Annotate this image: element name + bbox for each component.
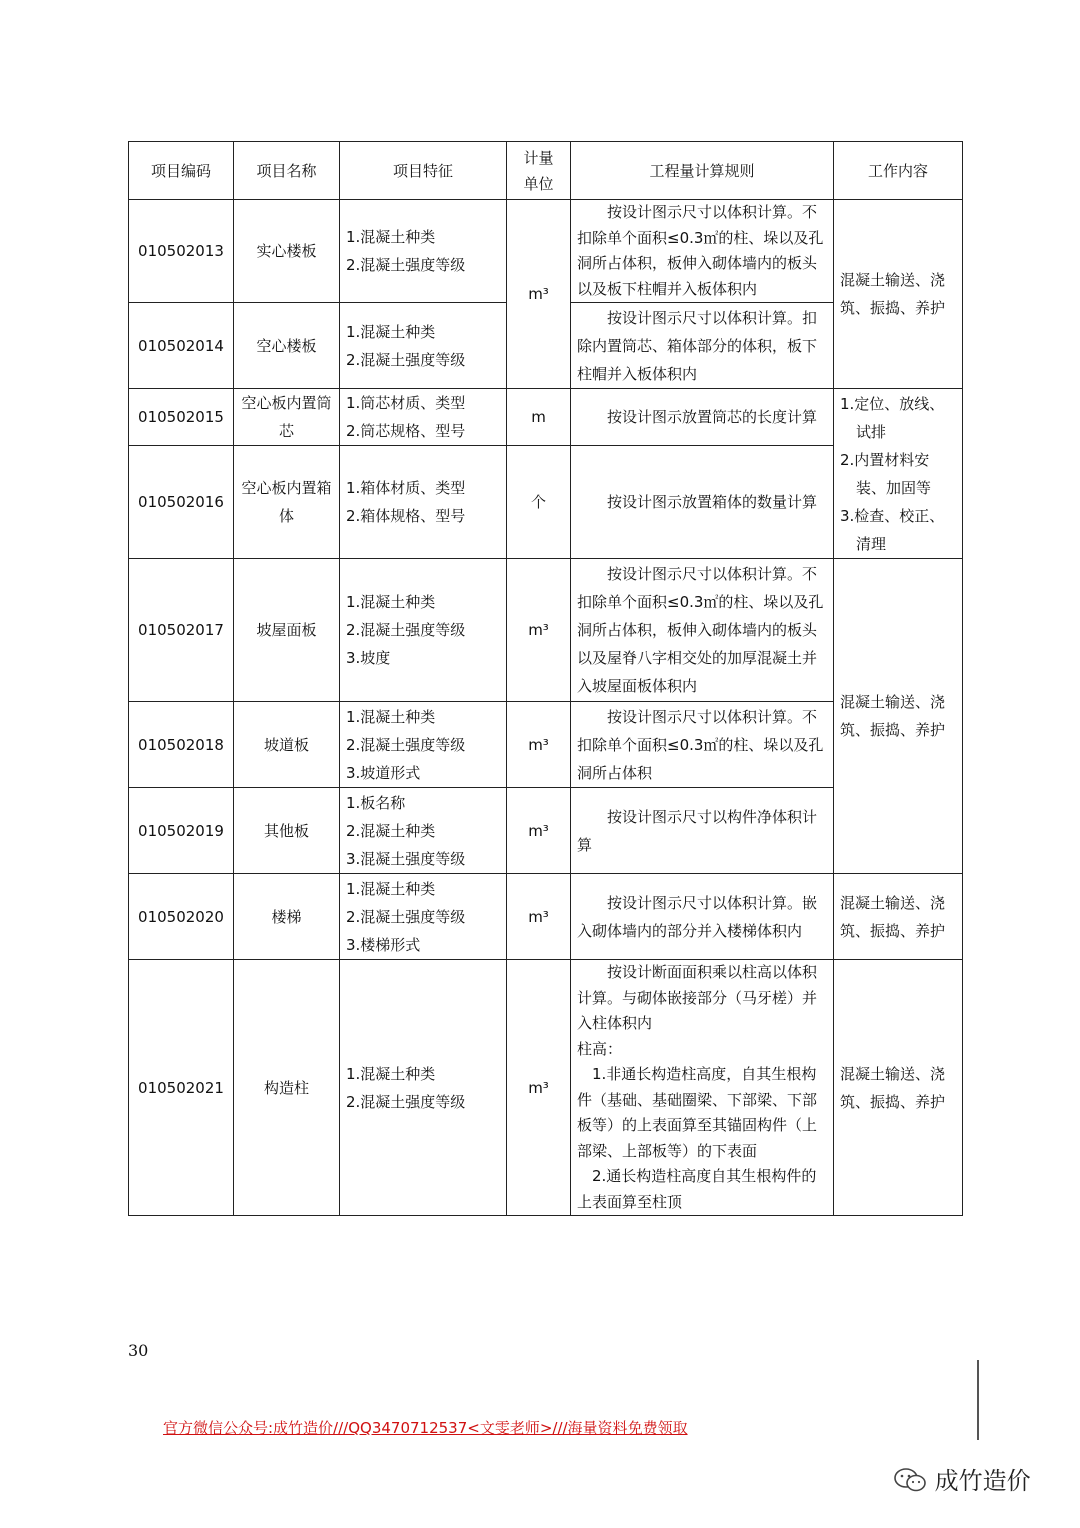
spec-table xyxy=(128,141,963,1216)
item-unit: m³ xyxy=(507,559,571,702)
table-row xyxy=(129,559,963,702)
item-rule: 按设计图示尺寸以构件净体积计算 xyxy=(571,788,834,874)
item-unit: m³ xyxy=(507,874,571,960)
table-row xyxy=(129,389,963,446)
item-work: 混凝土输送、浇筑、振捣、养护 xyxy=(834,200,963,389)
promo-link[interactable]: 官方微信公众号:成竹造价///QQ3470712537<文雯老师>///海量资料免费领取 xyxy=(163,1419,688,1437)
item-work: 混凝土输送、浇筑、振捣、养护 xyxy=(834,874,963,960)
item-code: 010502019 xyxy=(129,788,234,874)
item-unit: m³ xyxy=(507,702,571,788)
item-rule: 按设计图示放置筒芯的长度计算 xyxy=(571,389,834,446)
item-features: 1.混凝土种类 2.混凝土强度等级 xyxy=(340,303,507,389)
item-features: 1.混凝土种类 2.混凝土强度等级 xyxy=(340,200,507,303)
item-code: 010502018 xyxy=(129,702,234,788)
header-code: 项目编码 xyxy=(129,142,234,200)
item-name: 实心楼板 xyxy=(234,200,340,303)
item-code: 010502013 xyxy=(129,200,234,303)
item-code: 010502017 xyxy=(129,559,234,702)
header-work: 工作内容 xyxy=(834,142,963,200)
item-name: 空心板内置箱体 xyxy=(234,446,340,559)
header-unit: 计量 单位 xyxy=(507,142,571,200)
item-rule: 按设计图示尺寸以体积计算。不扣除单个面积≤0.3㎡的柱、垛以及孔洞所占体积，板伸入砌体墙内的板头以及板下柱帽并入板体积内 xyxy=(571,200,834,303)
item-rule: 按设计图示尺寸以体积计算。不扣除单个面积≤0.3㎡的柱、垛以及孔洞所占体积 xyxy=(571,702,834,788)
item-work: 混凝土输送、浇筑、振捣、养护 xyxy=(834,960,963,1216)
item-code: 010502016 xyxy=(129,446,234,559)
item-unit: m³ xyxy=(507,960,571,1216)
header-features: 项目特征 xyxy=(340,142,507,200)
item-name: 空心楼板 xyxy=(234,303,340,389)
item-features: 1.筒芯材质、类型 2.筒芯规格、型号 xyxy=(340,389,507,446)
table-row xyxy=(129,960,963,1216)
item-work: 1.定位、放线、 试排 2.内置材料安 装、加固等 3.检查、校正、 清理 xyxy=(834,389,963,559)
item-code: 010502020 xyxy=(129,874,234,960)
item-work: 混凝土输送、浇筑、振捣、养护 xyxy=(834,559,963,874)
item-features: 1.混凝土种类 2.混凝土强度等级 3.坡道形式 xyxy=(340,702,507,788)
item-rule: 按设计图示尺寸以体积计算。不扣除单个面积≤0.3㎡的柱、垛以及孔洞所占体积，板伸入砌体墙内的板头以及屋脊八字相交处的加厚混凝土并入坡屋面板体积内 xyxy=(571,559,834,702)
item-name: 空心板内置筒芯 xyxy=(234,389,340,446)
item-name: 楼梯 xyxy=(234,874,340,960)
item-unit: m³ xyxy=(507,788,571,874)
item-features: 1.混凝土种类 2.混凝土强度等级 xyxy=(340,960,507,1216)
table-row xyxy=(129,874,963,960)
item-features: 1.板名称 2.混凝土种类 3.混凝土强度等级 xyxy=(340,788,507,874)
item-rule: 按设计图示放置箱体的数量计算 xyxy=(571,446,834,559)
wechat-icon xyxy=(893,1466,927,1494)
item-unit: 个 xyxy=(507,446,571,559)
item-rule: 按设计图示尺寸以体积计算。嵌入砌体墙内的部分并入楼梯体积内 xyxy=(571,874,834,960)
item-features: 1.混凝土种类 2.混凝土强度等级 3.坡度 xyxy=(340,559,507,702)
item-name: 构造柱 xyxy=(234,960,340,1216)
item-features: 1.混凝土种类 2.混凝土强度等级 3.楼梯形式 xyxy=(340,874,507,960)
item-unit: m xyxy=(507,389,571,446)
item-unit: m³ xyxy=(507,200,571,389)
margin-divider xyxy=(977,1360,979,1440)
item-code: 010502014 xyxy=(129,303,234,389)
header-rule: 工程量计算规则 xyxy=(571,142,834,200)
table-header-row xyxy=(129,142,963,200)
header-name: 项目名称 xyxy=(234,142,340,200)
item-code: 010502015 xyxy=(129,389,234,446)
item-name: 其他板 xyxy=(234,788,340,874)
item-name: 坡屋面板 xyxy=(234,559,340,702)
watermark xyxy=(893,1461,1031,1496)
item-features: 1.箱体材质、类型 2.箱体规格、型号 xyxy=(340,446,507,559)
item-rule: 按设计图示尺寸以体积计算。扣除内置筒芯、箱体部分的体积，板下柱帽并入板体积内 xyxy=(571,303,834,389)
item-name: 坡道板 xyxy=(234,702,340,788)
watermark-text: 成竹造价 xyxy=(934,1467,1031,1495)
item-rule: 按设计断面面积乘以柱高以体积计算。与砌体嵌接部分（马牙槎）并入柱体积内 柱高： 1.非通长构造柱高度，自其生根构件（基础、基础圈梁、下部梁、下部板等）的上表面算至其锚固构件（上部梁、上部板等）的下表面 2.通长构造柱高度自其生根构件的上表面算至柱顶 xyxy=(571,960,834,1216)
page-number: 30 xyxy=(128,1341,149,1360)
item-code: 010502021 xyxy=(129,960,234,1216)
table-row xyxy=(129,200,963,303)
